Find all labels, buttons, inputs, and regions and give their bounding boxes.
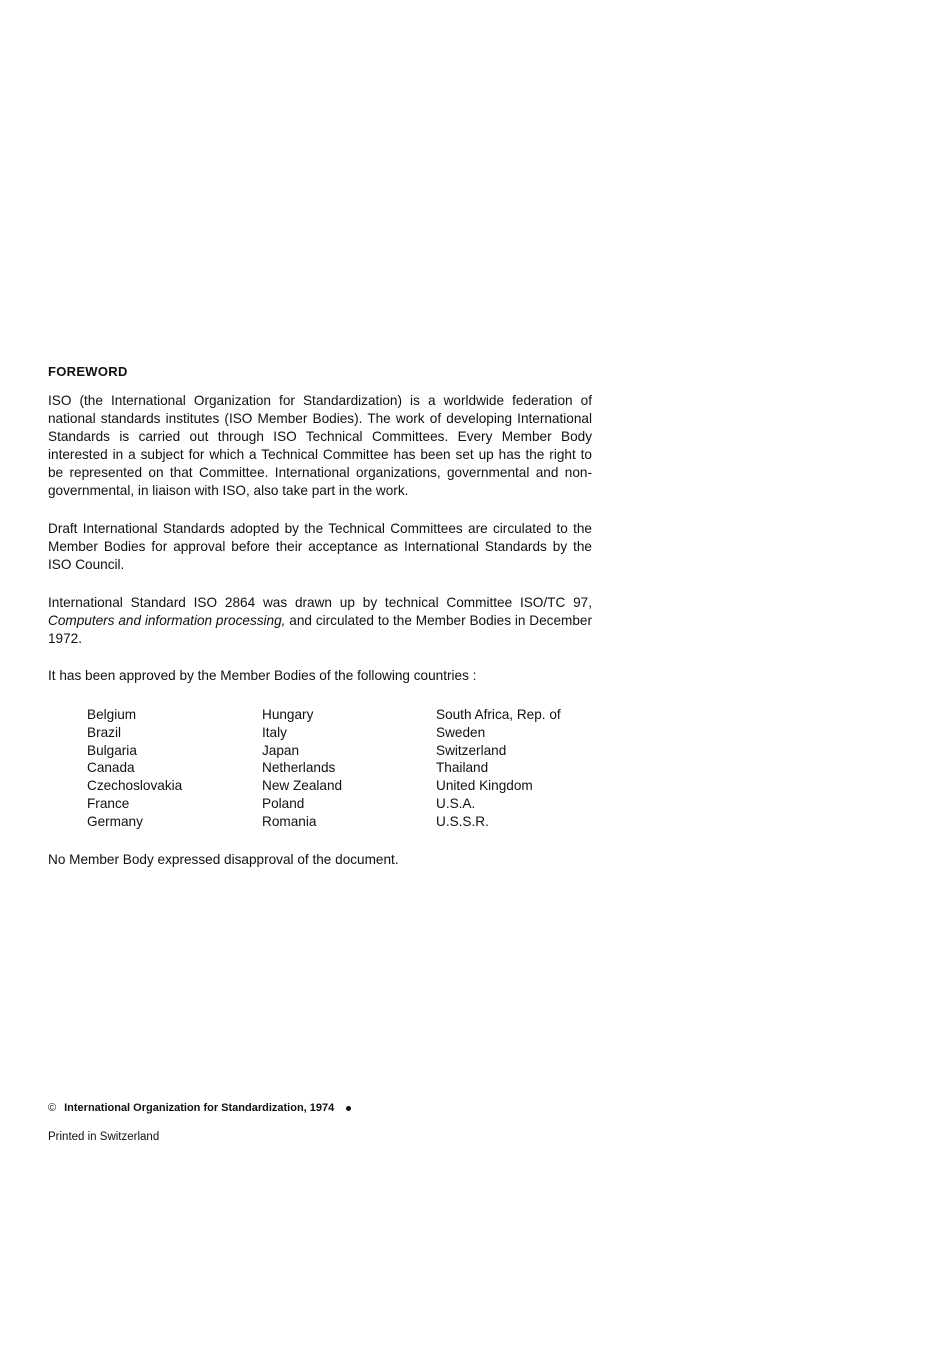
paragraph-text-start: International Standard ISO 2864 was drawn up by technical Committee ISO/TC 97, — [48, 595, 592, 610]
paragraph-text: Draft International Standards adopted by the Technical Committees are circulated to the Member Bodies for approval before their acceptance as International Standards by the ISO Council. — [48, 521, 592, 572]
country-item: Netherlands — [262, 760, 336, 776]
country-item: Brazil — [87, 724, 121, 740]
foreword-paragraph-iso-2864 — [48, 594, 592, 648]
country-item: Japan — [262, 742, 300, 758]
country-item: Canada — [87, 760, 135, 776]
country-item: France — [87, 795, 130, 811]
country-item: Switzerland — [436, 742, 507, 758]
bullet-icon — [346, 1106, 351, 1111]
printed-in-note: Printed in Switzerland — [48, 1131, 160, 1143]
country-item: New Zealand — [262, 778, 343, 794]
foreword-paragraph-draft-standards — [48, 520, 592, 574]
paragraph-text-end: and circulated to the Member Bodies in December 1972. — [48, 613, 592, 646]
country-item: United Kingdom — [436, 778, 533, 794]
countries-column-2 — [262, 706, 342, 831]
copyright-text: International Organization for Standardization, 1974 — [64, 1102, 335, 1114]
paragraph-text: It has been approved by the Member Bodies of the following countries : — [48, 668, 477, 683]
country-item: Germany — [87, 813, 143, 829]
foreword-paragraph-no-disapproval: No Member Body expressed disapproval of the document. — [48, 852, 399, 867]
country-item: Thailand — [436, 760, 489, 776]
paragraph-text — [48, 594, 592, 648]
country-item: Poland — [262, 795, 305, 811]
foreword-paragraph-approval — [48, 667, 592, 685]
country-item: Sweden — [436, 724, 486, 740]
countries-column-3 — [436, 706, 561, 831]
paragraph-text: ISO (the International Organization for Standardization) is a worldwide federation of national standards institutes (ISO Member Bodies). The work of developing International Standards is carried out through ISO Technical Committees. Every Member Body interested in a subject for which a Technical Committee has been set up has the right to be represented on that Committee. International organizations, governmental and non-governmental, in liaison with ISO, also take part in the work. — [48, 393, 592, 498]
copyright-line — [48, 1102, 351, 1114]
country-item: U.S.S.R. — [436, 813, 489, 829]
country-item: Italy — [262, 724, 287, 740]
country-item: Romania — [262, 813, 317, 829]
foreword-heading: FOREWORD — [48, 364, 128, 379]
copyright-symbol: © — [48, 1102, 57, 1114]
country-item: Hungary — [262, 707, 314, 722]
committee-title: Computers and information processing, — [48, 613, 286, 628]
country-item: U.S.A. — [436, 795, 476, 811]
country-item: South Africa, Rep. of — [436, 707, 561, 722]
foreword-paragraph-iso-description — [48, 392, 592, 500]
country-item: Bulgaria — [87, 742, 137, 758]
country-item: Belgium — [87, 707, 137, 722]
country-item: Czechoslovakia — [87, 778, 183, 794]
countries-column-1 — [87, 706, 182, 831]
